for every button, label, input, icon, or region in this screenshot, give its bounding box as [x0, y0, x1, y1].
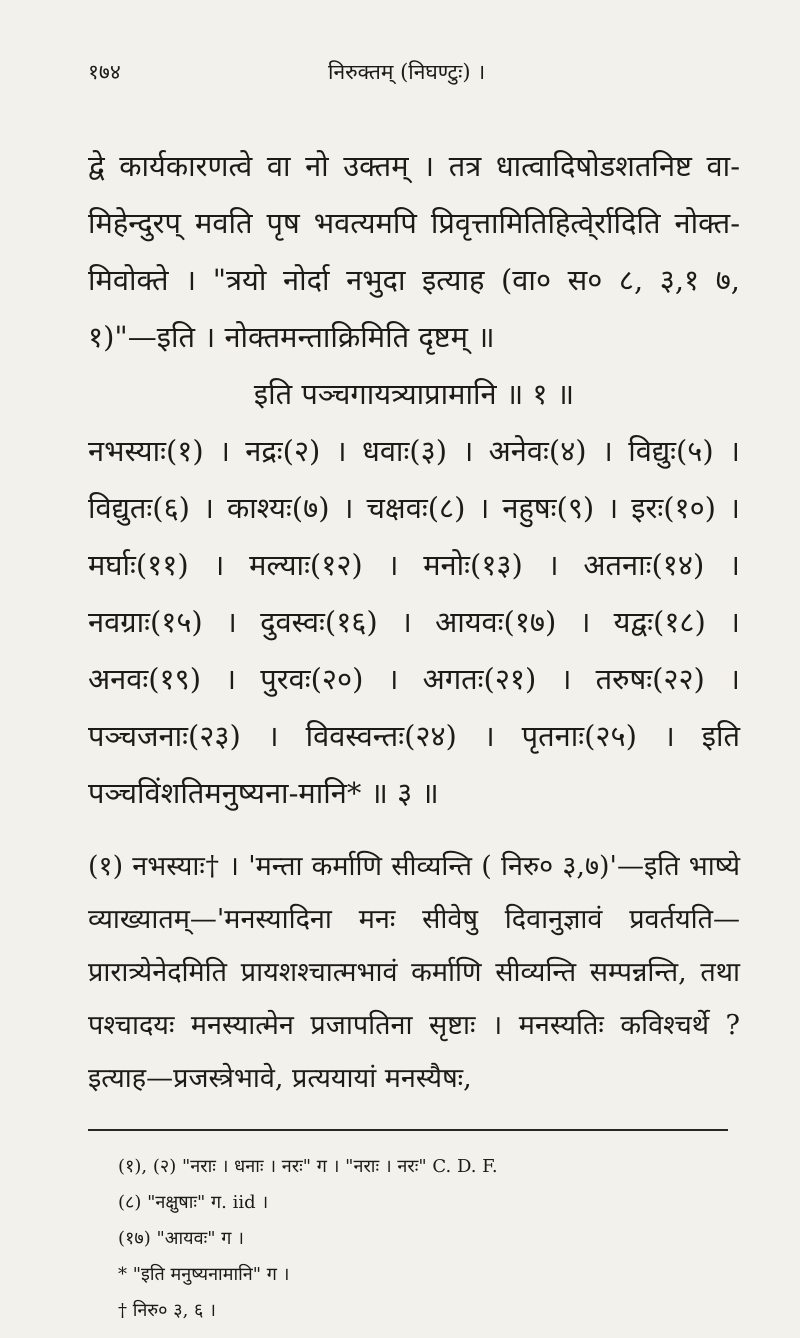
main-text — [88, 138, 740, 423]
footnote: † निरु० ३, ६ । — [118, 1300, 216, 1321]
commentary — [88, 840, 740, 1105]
section-end-line: इति पञ्चगायत्र्याप्रामानि ॥ १ ॥ — [253, 377, 575, 411]
footnote-rule — [88, 1129, 728, 1131]
footnote: (८) "नक्षुषाः" ग. iid । — [118, 1192, 269, 1213]
footnotes — [88, 1149, 740, 1329]
running-head — [88, 58, 740, 98]
footnote: (१७) "आयवः" ग । — [118, 1228, 244, 1249]
commentary-text: (१) नभस्याः† । 'मन्ता कर्माणि सीव्यन्ति ( निरु० ३,७)'—इति भाष्ये व्याख्यातम्—'मनस्यादिना मनः सीवेषु दिवानुज्ञावं प्रवर्तयति—प्रारात्र्येनेदमिति प्रायशश्चात्मभावं कर्माणि सीव्यन्ति सम्पन्नन्ति, तथा पश्चादयः मनस्यात्मेन प्रजापतिना सृष्टाः । मनस्यतिः कविश्चर्थे ? इत्याह—प्रजस्त्रेभावे, प्रत्ययायां मनस्यैषः, — [88, 851, 740, 1094]
running-title: निरुक्तम् (निघण्टुः) । — [328, 60, 486, 84]
synonym-list — [88, 423, 740, 822]
footnote: (१), (२) "नराः । धनाः । नरः" ग । "नराः । नरः" C. D. F. — [118, 1156, 498, 1177]
paragraph-1: द्वे कार्यकारणत्वे वा नो उक्तम् । तत्र धात्वादिषोडशतनिष्ट वा-मिहेन्दुरप् मवति पृष भवत्यमपि प्रिवृत्तामितिहित्वे्र्रादिति नोक्त-मिवोक्ते । "त्रयो नोर्दा नभुदा इत्याह (वा० स० ८, ३,१ ७, १)"—इति । नोक्तमन्ताक्रिमिति दृष्टम् ॥ — [88, 149, 740, 354]
footnote: * "इति मनुष्यनामानि" ग । — [118, 1264, 290, 1285]
page-number: १७४ — [88, 60, 121, 84]
synonym-list-text: नभस्याः(१) । नद्रः(२) । धवाः(३) । अनेवः(४) । विद्युः(५) । विद्युतः(६) । काश्यः(७) । चक्षवः(८) । नहुषः(९) । इरः(१०) । मर्घाः(११) । मल्याः(१२) । मनोः(१३) । अतनाः(१४) । नवग्राः(१५) । दुवस्वः(१६) । आयवः(१७) । यद्वः(१८) । अनवः(१९) । पुरवः(२०) । अगतः(२१) । तरुषः(२२) । पञ्चजनाः(२३) । विवस्वन्तः(२४) । पृतनाः(२५) । इति पञ्चविंशतिमनुष्यना-मानि* ॥ ३ ॥ — [88, 434, 740, 810]
